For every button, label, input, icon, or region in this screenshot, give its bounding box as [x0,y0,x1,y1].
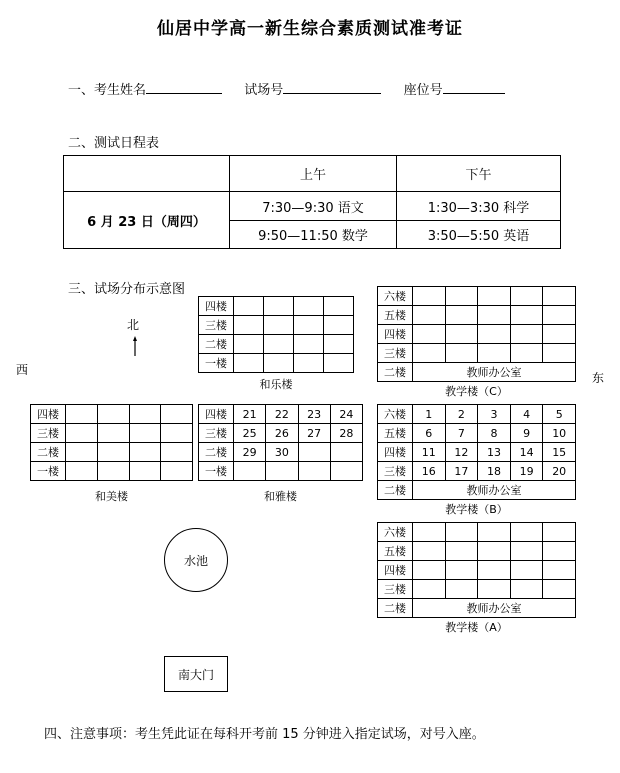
building-hemei-name: 和美楼 [95,490,128,503]
floor-label: 四楼 [31,405,66,424]
teacher-office: 教师办公室 [413,599,576,618]
floor-label: 四楼 [199,405,234,424]
teacher-office: 教师办公室 [413,363,576,382]
floor-label: 六楼 [378,287,413,306]
col-am: 上午 [230,156,397,192]
schedule-table [63,155,561,249]
floor-label: 三楼 [378,344,413,363]
room-cell: 19 [510,462,543,481]
building-teach-a [377,522,576,618]
floor-label: 二楼 [199,443,234,462]
floor-label: 四楼 [378,325,413,344]
room-cell: 30 [266,443,298,462]
room-cell: 21 [234,405,266,424]
schedule-corner [64,156,230,192]
room-cell: 26 [266,424,298,443]
room-cell [330,462,362,481]
floor-label: 三楼 [199,316,234,335]
map-heading: 三、试场分布示意图 [68,282,186,297]
floor-label: 三楼 [31,424,66,443]
room-cell: 10 [543,424,576,443]
floor-label: 一楼 [199,354,234,373]
south-gate-label: 南大门 [177,667,214,682]
room-label: 试场号 [244,83,284,98]
floor-label: 三楼 [378,580,413,599]
north-arrow-icon [133,336,137,360]
room-cell: 12 [445,443,478,462]
floor-label: 三楼 [199,424,234,443]
teacher-office: 教师办公室 [413,481,576,500]
name-blank [146,81,222,94]
room-cell: 20 [543,462,576,481]
room-cell: 24 [330,405,362,424]
floor-label: 二楼 [378,481,413,500]
room-cell: 16 [413,462,446,481]
room-cell: 3 [478,405,511,424]
schedule-date: 6 月 23 日（周四） [64,192,230,249]
floor-label: 二楼 [378,599,413,618]
building-heya-name: 和雅楼 [264,490,297,503]
col-pm: 下午 [397,156,561,192]
am-session-1: 7:30—9:30 语文 [230,192,397,221]
room-cell: 23 [298,405,330,424]
floor-label: 六楼 [378,523,413,542]
schedule-heading: 二、测试日程表 [68,136,160,151]
south-gate [164,656,228,692]
floor-label: 三楼 [378,462,413,481]
floor-label: 四楼 [378,561,413,580]
room-cell: 11 [413,443,446,462]
room-cell: 9 [510,424,543,443]
building-teach-b-name: 教学楼（B） [445,503,508,516]
room-cell [234,462,266,481]
room-cell: 17 [445,462,478,481]
building-hemei [30,404,193,481]
building-teach-b [377,404,576,500]
room-cell: 13 [478,443,511,462]
pond [164,528,228,592]
page-title: 仙居中学高一新生综合素质测试准考证 [157,19,463,39]
room-cell: 5 [543,405,576,424]
floor-label: 五楼 [378,424,413,443]
room-cell: 28 [330,424,362,443]
room-cell: 22 [266,405,298,424]
room-cell [298,443,330,462]
room-cell: 14 [510,443,543,462]
room-cell: 6 [413,424,446,443]
room-cell: 27 [298,424,330,443]
east-label: 东 [592,371,605,385]
seat-blank [443,81,505,94]
building-teach-c-name: 教学楼（C） [445,385,508,398]
am-session-2: 9:50—11:50 数学 [230,221,397,249]
floor-label: 四楼 [199,297,234,316]
room-cell: 7 [445,424,478,443]
floor-label: 四楼 [378,443,413,462]
floor-label: 二楼 [31,443,66,462]
room-cell: 4 [510,405,543,424]
pond-label: 水池 [183,553,208,568]
room-cell: 8 [478,424,511,443]
room-cell: 18 [478,462,511,481]
room-cell: 1 [413,405,446,424]
floor-label: 六楼 [378,405,413,424]
west-label: 西 [16,363,29,377]
room-cell [298,462,330,481]
north-label: 北 [127,318,140,332]
candidate-info-line [68,79,505,98]
notice-text: 四、注意事项：考生凭此证在每科开考前 15 分钟进入指定试场，对号入座。 [44,727,485,742]
seat-label: 座位号 [403,83,443,98]
building-teach-c [377,286,576,382]
name-label: 一、考生姓名 [68,83,147,98]
room-cell: 29 [234,443,266,462]
floor-label: 五楼 [378,306,413,325]
building-hele [198,296,354,373]
room-blank [283,81,381,94]
floor-label: 二楼 [378,363,413,382]
room-cell: 25 [234,424,266,443]
building-heya [198,404,363,481]
room-cell: 2 [445,405,478,424]
building-teach-a-name: 教学楼（A） [445,621,508,634]
floor-label: 五楼 [378,542,413,561]
floor-label: 一楼 [199,462,234,481]
pm-session-1: 1:30—3:30 科学 [397,192,561,221]
room-cell [266,462,298,481]
floor-label: 一楼 [31,462,66,481]
pm-session-2: 3:50—5:50 英语 [397,221,561,249]
floor-label: 二楼 [199,335,234,354]
building-hele-name: 和乐楼 [259,378,293,391]
room-cell [330,443,362,462]
room-cell: 15 [543,443,576,462]
